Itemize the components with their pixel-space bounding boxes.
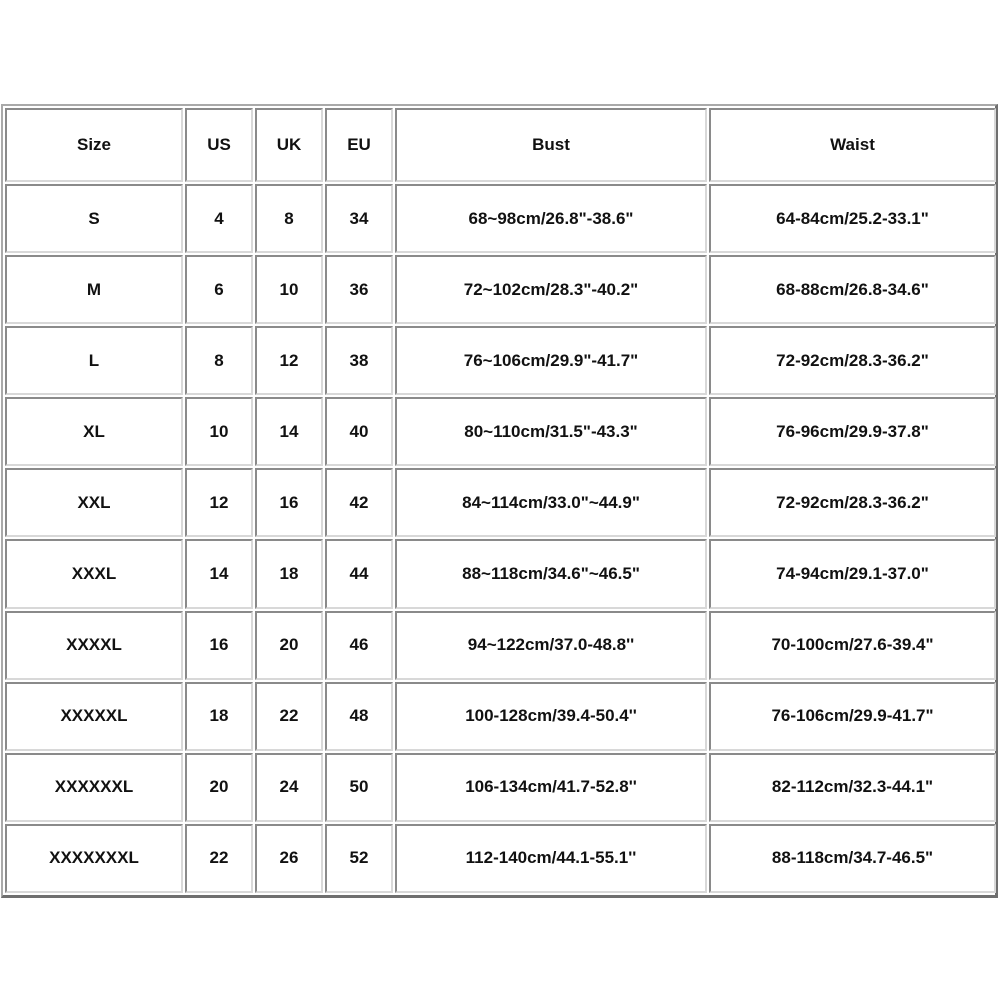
cell-bust: 94~122cm/37.0-48.8'' xyxy=(395,611,707,680)
cell-eu: 36 xyxy=(325,255,393,324)
header-uk: UK xyxy=(255,108,323,182)
cell-uk: 16 xyxy=(255,468,323,537)
table-row xyxy=(5,611,996,680)
cell-waist: 70-100cm/27.6-39.4" xyxy=(709,611,996,680)
table-row xyxy=(5,682,996,751)
cell-uk: 8 xyxy=(255,184,323,253)
cell-bust: 100-128cm/39.4-50.4'' xyxy=(395,682,707,751)
cell-uk: 26 xyxy=(255,824,323,893)
cell-waist: 72-92cm/28.3-36.2" xyxy=(709,468,996,537)
cell-us: 12 xyxy=(185,468,253,537)
cell-bust: 76~106cm/29.9"-41.7" xyxy=(395,326,707,395)
cell-size: S xyxy=(5,184,183,253)
table-row xyxy=(5,824,996,893)
cell-uk: 10 xyxy=(255,255,323,324)
cell-us: 10 xyxy=(185,397,253,466)
cell-waist: 82-112cm/32.3-44.1" xyxy=(709,753,996,822)
cell-size: L xyxy=(5,326,183,395)
cell-us: 16 xyxy=(185,611,253,680)
cell-size: XXXXXXL xyxy=(5,753,183,822)
table-row xyxy=(5,468,996,537)
cell-waist: 64-84cm/25.2-33.1" xyxy=(709,184,996,253)
cell-waist: 74-94cm/29.1-37.0" xyxy=(709,539,996,608)
cell-size: XXXXXL xyxy=(5,682,183,751)
cell-size: XXL xyxy=(5,468,183,537)
header-row xyxy=(5,108,996,182)
header-waist: Waist xyxy=(709,108,996,182)
cell-uk: 22 xyxy=(255,682,323,751)
cell-bust: 80~110cm/31.5"-43.3" xyxy=(395,397,707,466)
cell-us: 20 xyxy=(185,753,253,822)
cell-eu: 34 xyxy=(325,184,393,253)
header-eu: EU xyxy=(325,108,393,182)
cell-bust: 72~102cm/28.3"-40.2" xyxy=(395,255,707,324)
header-us: US xyxy=(185,108,253,182)
cell-uk: 18 xyxy=(255,539,323,608)
header-size: Size xyxy=(5,108,183,182)
cell-size: XXXXXXXL xyxy=(5,824,183,893)
table-row xyxy=(5,539,996,608)
table-row xyxy=(5,255,996,324)
cell-waist: 68-88cm/26.8-34.6" xyxy=(709,255,996,324)
cell-eu: 40 xyxy=(325,397,393,466)
cell-waist: 72-92cm/28.3-36.2" xyxy=(709,326,996,395)
cell-waist: 88-118cm/34.7-46.5" xyxy=(709,824,996,893)
header-bust: Bust xyxy=(395,108,707,182)
cell-bust: 106-134cm/41.7-52.8'' xyxy=(395,753,707,822)
cell-eu: 46 xyxy=(325,611,393,680)
cell-eu: 48 xyxy=(325,682,393,751)
cell-size: XXXL xyxy=(5,539,183,608)
table-row xyxy=(5,753,996,822)
cell-size: XL xyxy=(5,397,183,466)
table-row xyxy=(5,397,996,466)
cell-eu: 42 xyxy=(325,468,393,537)
cell-uk: 20 xyxy=(255,611,323,680)
cell-us: 6 xyxy=(185,255,253,324)
size-chart-table xyxy=(3,106,998,895)
cell-eu: 50 xyxy=(325,753,393,822)
cell-us: 22 xyxy=(185,824,253,893)
cell-uk: 24 xyxy=(255,753,323,822)
cell-us: 18 xyxy=(185,682,253,751)
cell-size: M xyxy=(5,255,183,324)
cell-size: XXXXL xyxy=(5,611,183,680)
cell-bust: 84~114cm/33.0"~44.9" xyxy=(395,468,707,537)
table-row xyxy=(5,326,996,395)
cell-uk: 12 xyxy=(255,326,323,395)
cell-bust: 68~98cm/26.8"-38.6" xyxy=(395,184,707,253)
cell-eu: 52 xyxy=(325,824,393,893)
cell-uk: 14 xyxy=(255,397,323,466)
cell-eu: 38 xyxy=(325,326,393,395)
size-chart-frame xyxy=(1,104,998,898)
cell-bust: 112-140cm/44.1-55.1'' xyxy=(395,824,707,893)
cell-bust: 88~118cm/34.6"~46.5" xyxy=(395,539,707,608)
table-row xyxy=(5,184,996,253)
cell-waist: 76-106cm/29.9-41.7" xyxy=(709,682,996,751)
cell-waist: 76-96cm/29.9-37.8" xyxy=(709,397,996,466)
cell-us: 8 xyxy=(185,326,253,395)
cell-eu: 44 xyxy=(325,539,393,608)
cell-us: 4 xyxy=(185,184,253,253)
cell-us: 14 xyxy=(185,539,253,608)
